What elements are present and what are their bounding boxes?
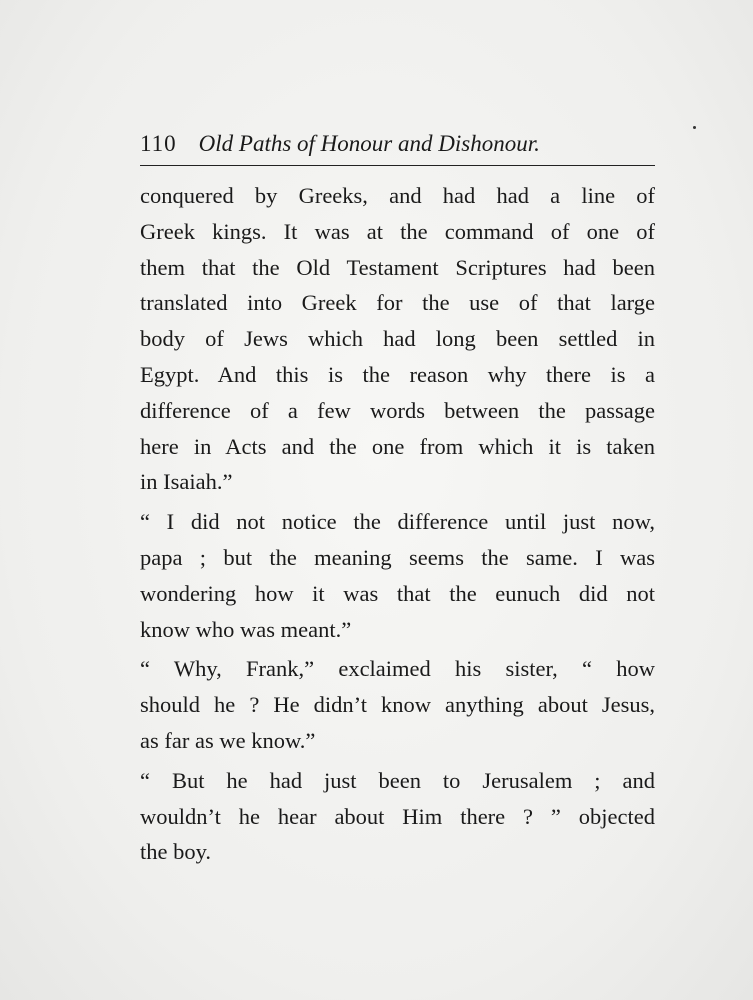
text-line: in Isaiah.” <box>140 469 233 495</box>
text-line: wouldn’t he hear about Him there ? ” objected <box>140 803 655 829</box>
text-line: should he ? He didn’t know anything about Jesus, <box>140 692 655 718</box>
header-rule <box>140 165 655 166</box>
text-line: Egypt. And this is the reason why there is a <box>140 361 655 387</box>
text-line: wondering how it was that the eunuch did not <box>140 580 655 606</box>
running-title: Old Paths of Honour and Dishonour. <box>198 131 540 156</box>
text-line: difference of a few words between the passage <box>140 397 655 423</box>
text-line: “ Why, Frank,” exclaimed his sister, “ how <box>140 656 655 682</box>
text-line: body of Jews which had long been settled in <box>140 326 655 352</box>
text-line: them that the Old Testament Scriptures had been <box>140 254 655 280</box>
text-line: translated into Greek for the use of that large <box>140 290 655 316</box>
text-line: “ I did not notice the difference until just now, <box>140 509 655 535</box>
page-header <box>140 128 656 160</box>
text-line: know who was meant.” <box>140 616 352 642</box>
text-line: the boy. <box>140 839 212 865</box>
text-line: conquered by Greeks, and had had a line of <box>140 183 655 208</box>
body-text <box>140 178 655 870</box>
text-line: here in Acts and the one from which it is taken <box>140 433 655 459</box>
page-number: 110 <box>140 131 177 156</box>
text-line: “ But he had just been to Jerusalem ; and <box>140 767 655 793</box>
ink-speck <box>693 126 696 129</box>
text-line: papa ; but the meaning seems the same. I was <box>140 544 655 570</box>
text-line: as far as we know.” <box>140 727 316 753</box>
text-line: Greek kings. It was at the command of one of <box>140 218 655 244</box>
